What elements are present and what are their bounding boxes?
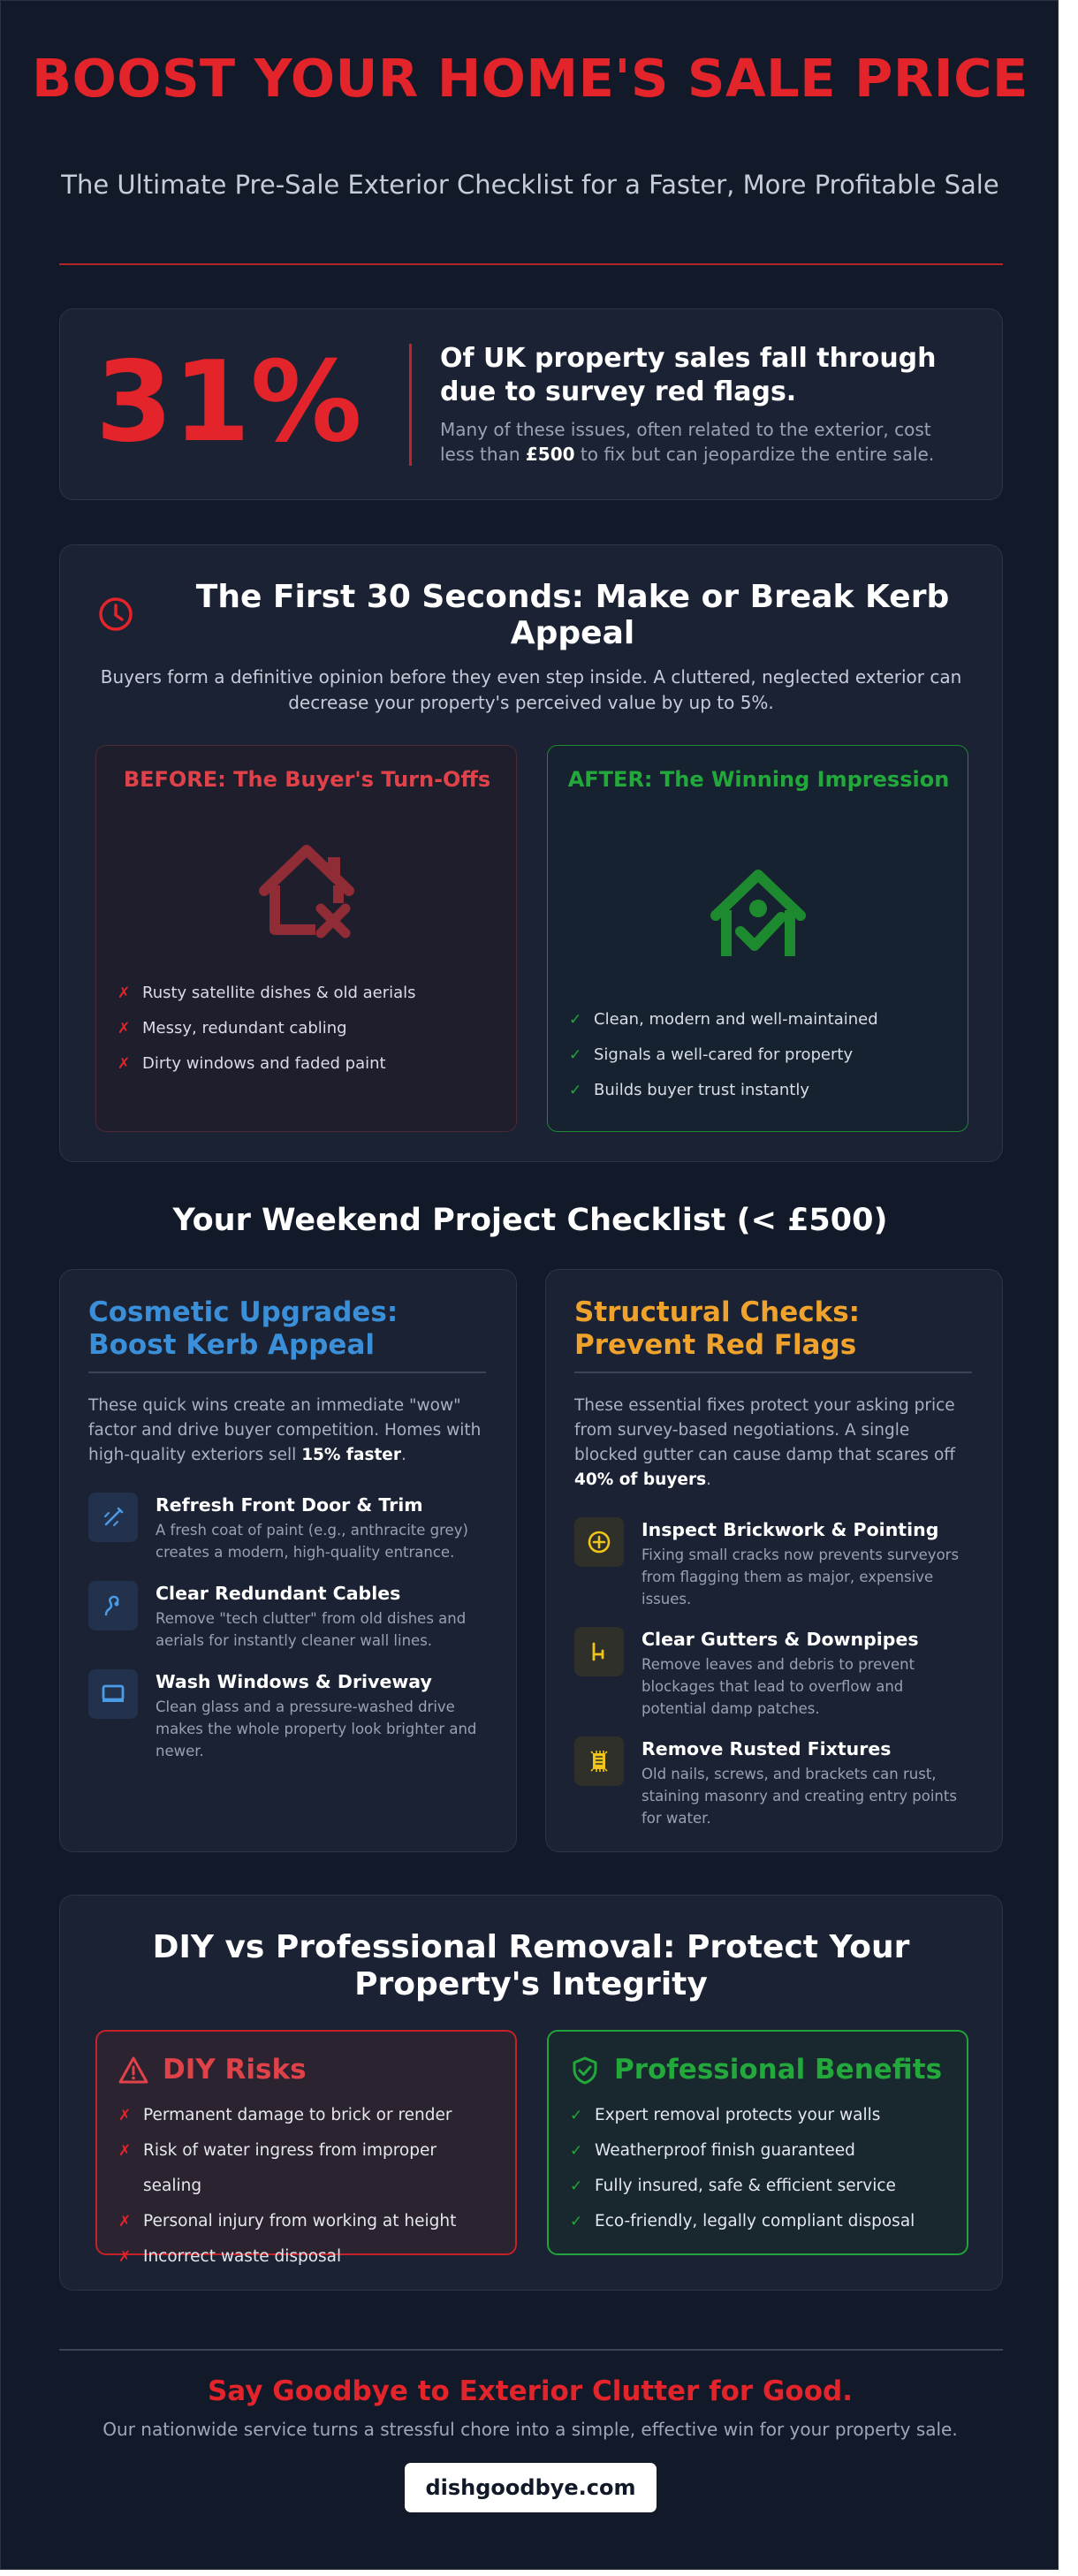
item-icon-box	[88, 1581, 138, 1630]
list-item	[570, 2133, 950, 2169]
structural-panel	[545, 1269, 1003, 1852]
list-item-text: Risk of water ingress from improper sealing	[143, 2141, 437, 2195]
stat-divider	[409, 344, 412, 466]
benefits-list	[570, 2098, 950, 2239]
benefits-title: Professional Benefits	[614, 2054, 943, 2086]
item-title: Refresh Front Door & Trim	[156, 1494, 423, 1516]
x-mark-icon: ✗	[118, 2142, 132, 2160]
list-item	[118, 2098, 498, 2133]
pro-benefits-card	[547, 2030, 968, 2255]
stat-headline: Of UK property sales fall through due to survey red flags.	[440, 343, 937, 407]
check-icon: ✓	[569, 1011, 582, 1029]
item-title: Inspect Brickwork & Pointing	[641, 1519, 939, 1540]
intro-text: These quick wins create an immediate "wow" factor and drive buyer competition. Homes with high-quality exteriors sell	[88, 1396, 482, 1464]
item-icon-box	[574, 1517, 624, 1567]
before-card	[95, 745, 517, 1132]
list-item	[118, 976, 497, 1011]
intro-highlight: 15% faster	[301, 1446, 401, 1464]
list-item-text: Incorrect waste disposal	[143, 2247, 342, 2266]
after-title: AFTER: The Winning Impression	[567, 767, 950, 792]
list-item-text: Eco-friendly, legally compliant disposal	[595, 2212, 915, 2230]
window-icon	[101, 1682, 125, 1706]
cosmetic-intro	[88, 1394, 486, 1468]
checklist-item	[88, 1493, 495, 1563]
check-icon: ✓	[569, 1082, 582, 1099]
check-icon: ✓	[570, 2177, 583, 2195]
list-item	[570, 2098, 950, 2133]
item-title: Wash Windows & Driveway	[156, 1671, 432, 1692]
diy-risks-card	[95, 2030, 517, 2266]
intro-text-end: .	[400, 1446, 406, 1464]
check-icon: ✓	[569, 1046, 582, 1064]
list-item-text: Fully insured, safe & efficient service	[595, 2177, 896, 2195]
divider	[59, 2349, 1003, 2351]
stat-text-end: to fix but can jeopardize the entire sale.	[574, 444, 935, 465]
before-title: BEFORE: The Buyer's Turn-Offs	[123, 767, 491, 792]
checklist-heading: Your Weekend Project Checklist (< £500)	[172, 1203, 888, 1238]
list-item-text: Messy, redundant cabling	[142, 1019, 347, 1037]
intro-highlight: 40% of buyers	[574, 1470, 707, 1489]
clock-icon	[97, 596, 134, 633]
check-icon: ✓	[570, 2107, 583, 2124]
x-mark-icon: ✗	[118, 984, 131, 1002]
stat-number: 31%	[95, 337, 362, 467]
checklist-item	[88, 1581, 495, 1652]
page-title: BOOST YOUR HOME'S SALE PRICE	[32, 48, 1029, 109]
x-mark-icon: ✗	[118, 1020, 131, 1037]
kerb-title: The First 30 Seconds: Make or Break Kerb Appeal	[195, 579, 950, 651]
shield-check-icon	[570, 2055, 600, 2086]
item-title: Remove Rusted Fixtures	[641, 1738, 892, 1759]
list-item	[569, 1073, 949, 1108]
list-item-text: Permanent damage to brick or render	[143, 2106, 452, 2124]
list-item-text: Dirty windows and faded paint	[142, 1054, 386, 1073]
before-list	[118, 976, 497, 1082]
warning-icon	[118, 2055, 148, 2086]
list-item-text: Builds buyer trust instantly	[594, 1081, 809, 1099]
footer-subtitle: Our nationwide service turns a stressful chore into a simple, effective win for your property sale.	[102, 2419, 958, 2440]
checklist-item	[574, 1627, 981, 1715]
check-icon: ✓	[570, 2213, 583, 2230]
page-subtitle: The Ultimate Pre-Sale Exterior Checklist for a Faster, More Profitable Sale	[61, 170, 999, 200]
rusted-fixture-icon	[587, 1749, 611, 1774]
item-icon-box	[88, 1669, 138, 1719]
risks-title: DIY Risks	[163, 2054, 307, 2086]
kerb-appeal-panel	[59, 544, 1003, 1162]
house-x-icon	[245, 825, 368, 949]
list-item-text: Personal injury from working at height	[143, 2212, 457, 2230]
item-icon-box	[574, 1736, 624, 1786]
divider	[88, 1372, 486, 1373]
checklist-item	[574, 1736, 981, 1825]
check-icon: ✓	[570, 2142, 583, 2160]
stat-highlight: £500	[525, 444, 575, 465]
checklist-item	[88, 1669, 495, 1758]
item-title: Clear Gutters & Downpipes	[641, 1629, 919, 1650]
item-description: Remove leaves and debris to prevent blockages that lead to overflow and potential damp patches.	[641, 1656, 915, 1717]
item-description: A fresh coat of paint (e.g., anthracite grey) creates a modern, high-quality entrance.	[156, 1522, 468, 1561]
list-item-text: Rusty satellite dishes & old aerials	[142, 984, 416, 1002]
list-item	[118, 2204, 498, 2239]
gutter-icon	[587, 1639, 611, 1664]
after-card	[547, 745, 968, 1132]
x-mark-icon: ✗	[118, 2213, 132, 2230]
x-mark-icon: ✗	[118, 2107, 132, 2124]
list-item	[570, 2169, 950, 2204]
structural-title: Structural Checks: Prevent Red Flags	[574, 1296, 861, 1361]
stat-panel	[59, 308, 1003, 500]
after-list	[569, 1002, 949, 1108]
website-button[interactable]: dishgoodbye.com	[405, 2463, 657, 2512]
cosmetic-title: Cosmetic Upgrades: Boost Kerb Appeal	[88, 1296, 399, 1361]
paint-brush-icon	[101, 1505, 125, 1530]
item-icon-box	[88, 1493, 138, 1542]
divider	[574, 1372, 972, 1373]
list-item	[570, 2204, 950, 2239]
list-item	[569, 1002, 949, 1037]
stat-description	[440, 417, 970, 467]
list-item	[118, 2133, 498, 2204]
list-item	[118, 1011, 497, 1046]
x-mark-icon: ✗	[118, 2248, 132, 2266]
item-icon-box	[574, 1627, 624, 1676]
crosshair-icon	[587, 1530, 611, 1554]
list-item-text: Clean, modern and well-maintained	[594, 1010, 878, 1029]
list-item-text: Signals a well-cared for property	[594, 1045, 854, 1064]
list-item	[118, 1046, 497, 1082]
divider	[59, 263, 1003, 265]
footer-title: Say Goodbye to Exterior Clutter for Good.	[207, 2375, 853, 2407]
list-item-text: Expert removal protects your walls	[595, 2106, 881, 2124]
diy-vs-pro-panel	[59, 1895, 1003, 2291]
house-check-icon	[696, 852, 820, 976]
cable-icon	[101, 1593, 125, 1618]
intro-text-end: .	[706, 1470, 711, 1489]
intro-text: These essential fixes protect your asking price from survey-based negotiations. A single blocked gutter can cause damp that scares off	[574, 1396, 956, 1464]
kerb-description: Buyers form a definitive opinion before they even step inside. A cluttered, neglected exterior can decrease your property's perceived value by up to 5%.	[100, 666, 962, 713]
x-mark-icon: ✗	[118, 1055, 131, 1073]
list-item	[569, 1037, 949, 1073]
checklist-item	[574, 1517, 981, 1606]
diy-title: DIY vs Professional Removal: Protect Your Property's Integrity	[152, 1929, 910, 2002]
stat-text: Many of these issues, often related to the exterior, cost less than	[440, 419, 931, 465]
item-description: Fixing small cracks now prevents surveyors from flagging them as major, expensive issues.	[641, 1546, 960, 1607]
risks-list	[118, 2098, 498, 2275]
item-description: Remove "tech clutter" from old dishes and aerials for instantly cleaner wall lines.	[156, 1610, 467, 1649]
list-item	[118, 2239, 498, 2275]
item-description: Clean glass and a pressure-washed drive makes the whole property look brighter and newer.	[156, 1698, 477, 1759]
list-item-text: Weatherproof finish guaranteed	[595, 2141, 855, 2160]
structural-intro	[574, 1394, 972, 1493]
cosmetic-panel	[59, 1269, 517, 1852]
item-title: Clear Redundant Cables	[156, 1583, 401, 1604]
item-description: Old nails, screws, and brackets can rust, staining masonry and creating entry points for water.	[641, 1766, 957, 1827]
